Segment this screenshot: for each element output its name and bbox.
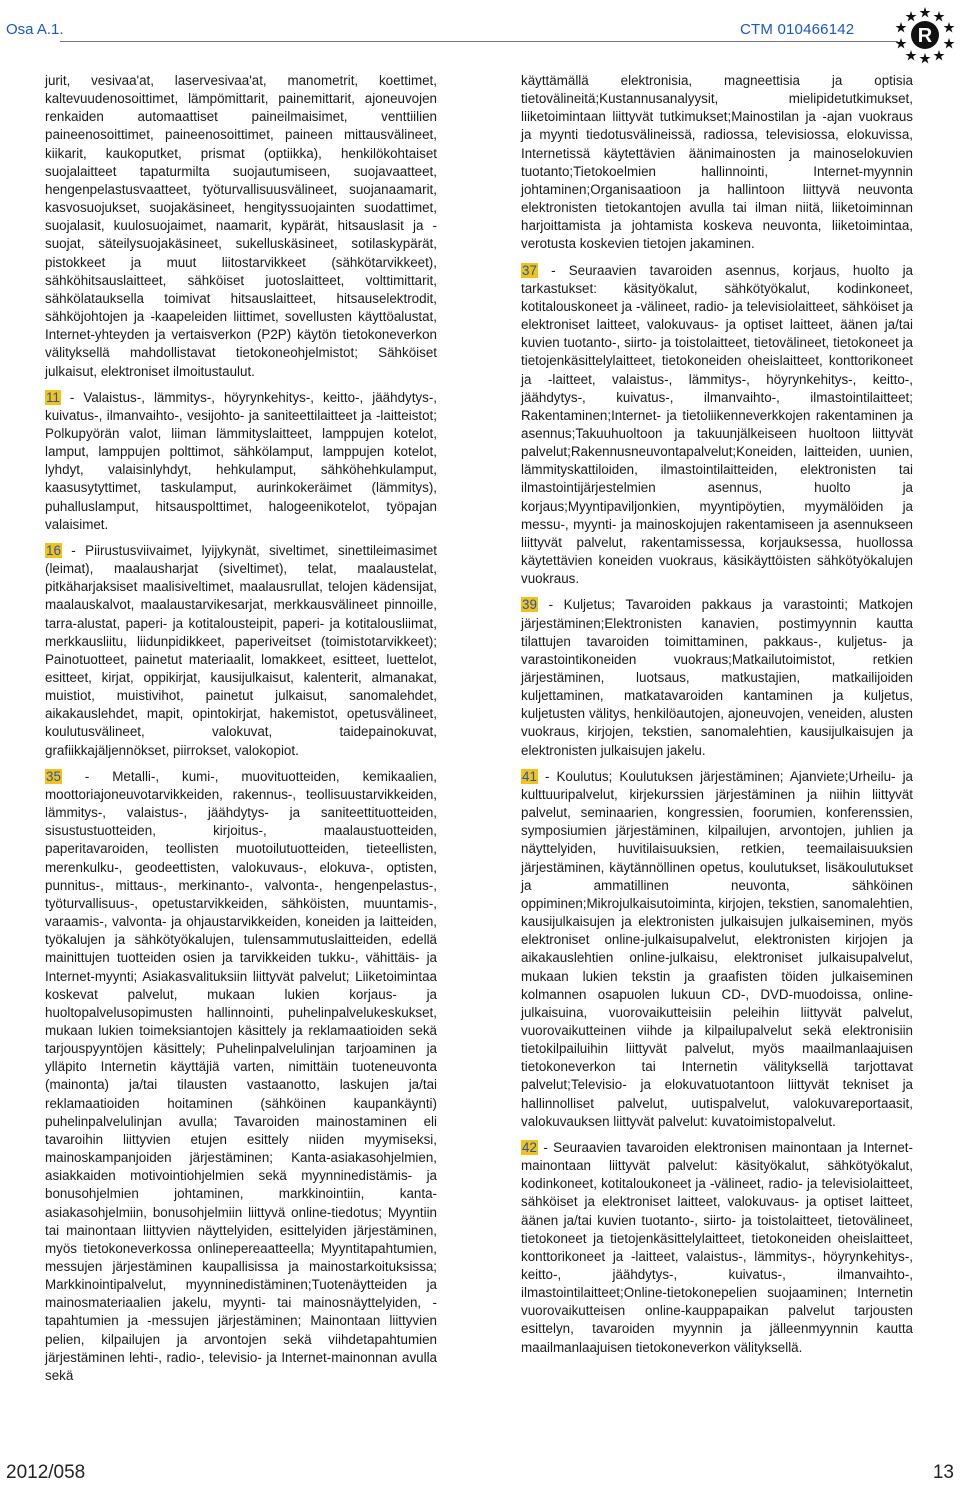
class-35-number: 35 <box>46 768 61 784</box>
class-16-entry <box>45 542 437 760</box>
issue-number: 2012/058 <box>6 1462 86 1483</box>
class-35-text: - Metalli-, kumi-, muovituotteiden, kemikaalien, moottoriajoneuvotarvikkeiden, rakennus-, teollisuustarvikkeiden, lämmitys-, valaistus-, jäähdytys- ja saniteettituotteiden, sisustustuotteiden, kirjoitus-, maalaustuotteiden, paperitavaroiden, teollisten muotoilutuotteiden, tieteellisten, merenkulku-, geodeettisten, valokuvaus-, elokuva-, optisten, punnitus-, mittaus-, merkinanto-, valvonta-, hengenpelastus-, työturvallisuus-, opetustarvikkeiden, sähköisten, muuntamis-, varaamis-, valvonta- ja ohjaustarvikkeiden, koneiden ja laitteiden, työkalujen ja sähkötyökalujen, tulensammutuslaitteiden, edellä mainittujen tuotteiden osien ja tarvikkeiden tukku-, vähittäis- ja Internet-myynti; Asiakasvalituksiin liittyvät palvelut; Liiketoimintaa koskevat palvelut, mukaan lukien korjaus- ja huoltopalvelusopimusten hallinnointi, puhelinpalvelukeskukset, mukaan lukien toimeksiantojen käsittely ja reklamaatioiden sekä tarjouspyyntöjen käsittely; Puhelinpalvelulinjan tarjoaminen ja ylläpito Internetin käyttäjiä varten, nimittäin tuoteneuvonta (mainonta) ja/tai tilausten vastaanotto, laskujen ja/tai reklamaatioiden hoitaminen (sähköinen kaupankäynti) puhelinpalvelulinjan avulla; Tavaroiden mainostaminen eli tavaroihin liittyvien etujen esittely niiden myymiseksi, mainoskampanjoiden järjestäminen; Kanta-asiakasohjelmien, asiakkaiden motivointiohjelmien sekä myynninedistämis- ja bonusohjelmien johtaminen, markkinointiin, kanta-asiakasohjelmiin, bonusohjelmiin liittyvä online-tiedotus; Myyntiin tai mainontaan liittyvien näyttelyiden, esittelyiden järjestäminen, myös tietokoneverkossa onlinepereaatteella; Myyntitapahtumien, messujen järjestäminen kaupallisissa ja mainostarkoituksissa; Markkinointipalvelut, myynninedistäminen;Tuotenäytteiden ja mainosmateriaalien jakelu, myynti- tai mainosnäyttelyiden, -tapahtumien ja -messujen järjestäminen; Mainontaan liittyvien pelien, kilpailujen ja arvontojen sekä viihdetapahtumien järjestäminen lehti-, radio-, televisio- ja Internet-mainonnan avulla sekä <box>45 768 437 1383</box>
document-id: CTM 010466142 <box>740 21 855 38</box>
class-41-entry <box>521 768 913 1131</box>
class-16-number: 16 <box>46 542 61 558</box>
class-39-entry <box>521 596 913 759</box>
page-number: 13 <box>932 1462 954 1483</box>
class-37-number: 37 <box>522 262 537 278</box>
eu-stars-logo-icon <box>894 4 956 66</box>
class-39-number: 39 <box>522 597 537 613</box>
class-39-text: - Kuljetus; Tavaroiden pakkaus ja varastointi; Matkojen järjestäminen;Elektronisten kanavien, postimyynnin kautta tilattujen tavaroiden toimittaminen, pakkaus-, kuljetus- ja varastointikoneiden vuokraus;Matkailutoimistot, retkien järjestäminen, luotsaus, matkustajien, matkailijoiden kuljettaminen, matkatavaroiden kantaminen ja kuljetus, kuljetusten välitys, henkilöautojen, ajoneuvojen, veneiden, alusten vuokraus, kirjojen, tekstien, sanomalehtien, kausijulkaisujen ja elektronisten julkaisujen jakelu. <box>521 597 913 758</box>
class-42-number: 42 <box>522 1139 537 1155</box>
right-intro-text: käyttämällä elektronisia, magneettisia ja optisia tietovälineitä;Kustannusanalyysit, mielipidetutkimukset, liiketoimintaan liittyvät tutkimukset;Mainostilan ja -ajan vuokraus ja myynti tiedotusvälineissä, radiossa, televisiossa, elokuvissa, Internetissä käytettävien äänimainosten ja mainoselokuvien tuotanto;Tietokoelmien hallinnointi, Internet-myynnin johtaminen;Organisaatioon ja hallintoon liittyvä neuvonta elektronisten tietokantojen avulla tai ilman niitä, liiketoiminnan harjoittamista ja johtamista koskeva neuvonta, liiketoimintaa, verotusta koskevien tietojen jakaminen. <box>521 73 913 252</box>
logo-letter: R <box>917 25 933 47</box>
class-37-entry <box>521 262 913 589</box>
class-37-text: - Seuraavien tavaroiden asennus, korjaus, huolto ja tarkastukset: käsityökalut, sähkötyökalut, kodinkoneet, kotitalouskoneet ja -välineet, radio- ja televisiolaitteet, sähköiset ja elektroniset laitteet, valokuvaus- ja optiset laitteet, äänen ja/tai kuvien tuotanto-, siirto- ja toistolaitteet, tietovälineet, tietokoneet ja tietojenkäsittelylaitteet, tietokoneiden oheislaitteet, konttorikoneet ja -laitteet, valaistus-, lämmitys-, höyrynkehitys-, keitto-, jäähdytys-, kuivatus-, ilmanvaihto-, ilmastointilaitteet; Rakentaminen;Internet- ja tietoliikenneverkkojen rakentaminen ja asennus;Takuuhuoltoon ja takuunjälkeiseen huoltoon liittyvät palvelut;Rakennusneuvontapalvelut;Koneiden, laitteiden, uunien, lämmityskattiloiden, ilmastointilaitteiden, elektronisten tai ilmastointijärjestelmien asennus, huolto ja korjaus;Myyntipaviljonkien, myyntipöytien, myymälöiden ja messu-, myynti- ja mainoskojujen rakentamiseen ja asennukseen liittyvät palvelut, rakentamissessa, korjauksessa, huollossa käytettävien koneiden vuokraus, käsikäyttöisten sähkötyökalujen vuokraus. <box>521 262 913 587</box>
class-41-text: - Koulutus; Koulutuksen järjestäminen; Ajanviete;Urheilu- ja kulttuuripalvelut, kirjekurssien järjestäminen ja niihin liittyvät palvelut, seminaarien, kongressien, foorumien, konferenssien, symposiumien järjestäminen, kilpailujen, arvontojen, juhlien ja näyttelyiden, huvitilaisuuksien, retkien, teemailaisuuksien järjestäminen, käytännöllinen opetus, koulutukset, lisäkoulutukset ja ammatillinen neuvonta, sähköinen oppiminen;Mikrojulkaisutoiminta, kirjojen, tekstien, sanomalehtien, kausijulkaisujen ja elektronisten julkaisujen julkaiseminen, myös elektroniset online-julkaisupalvelut, elektronisten kirjojen ja aikakauslehtien online-julkaisu, elektroniset julkaisupalvelut, mukaan lukien tekstin ja graafisten töiden julkaiseminen kolmannen osapuolen lukuun CD-, DVD-muodoissa, online-julkaisuina, vuorovaikutteisiin peleihin liittyvät palvelut, vuorovaikutteinen viihde ja kilpailupalvelut sekä elektronisiin tietokilpailuihin liittyvät palvelut, myös maailmanlaajuisen tietokoneverkon tai Internetin välityksellä tarjottavat palvelut;Televisio- ja elokuvatuotantoon liittyvät tekniset ja hallinnolliset palvelut, uutispalvelut, valokuvareportaasit, valokuvauksen liittyvät palvelut: kuvatoimistopalvelut. <box>521 768 913 1129</box>
class-16-text: - Piirustusviivaimet, lyijykynät, siveltimet, sinettileimasimet (leimat), maalausharjat (siveltimet), telat, maalaustelat, pitkäharjaksiset maalisiveltimet, maalausrullat, telojen kädensijat, maalauskalvot, maalaustarvikesarjat, merkkausvälineet pinnoille, tarra-alustat, paperi- ja kotitalousteipit, paperi- ja kotitalousliimat, merkkausliitu, liidunpidikkeet, paperiveitset (toimistotarvikkeet); Painotuotteet, painetut materiaalit, lomakkeet, esitteet, luettelot, esitteet, kirjat, oppikirjat, kausijulkaisut, kalenterit, almanakat, muistiot, muistivihot, painetut julkaisut, sanomalehdet, aikakauslehdet, mapit, opintokirjat, hakemistot, opetusvälineet, koulutusvälineet, valokuvat, taidepainokuvat, grafiikkajäljennökset, piirrokset, valokopiot. <box>45 542 437 758</box>
class-11-entry <box>45 389 437 534</box>
class-11-text: - Valaistus-, lämmitys-, höyrynkehitys-, keitto-, jäähdytys-, kuivatus-, ilmanvaihto-, vesijohto- ja saniteettilaitteet ja -laitteistot; Polkupyörän valot, liiman lämmityslaitteet, lamppujen kotelot, lamput, lamppujen polttimot, sähkölamput, lamppujen kotelot, lyhdyt, valaisinlyhdyt, hehkulamput, sähköhehkulamput, kaasusytyttimet, taskulamput, aurinkokeräimet (lämmitys), puhalluslamput, hitsauspolttimet, halogeenikotelot, työpajan valaisimet. <box>45 389 437 532</box>
class-11-number: 11 <box>46 389 60 405</box>
right-column <box>521 72 913 1365</box>
class-41-number: 41 <box>522 768 537 784</box>
class-42-entry <box>521 1139 913 1357</box>
left-column <box>45 72 437 1393</box>
header-divider <box>60 41 898 42</box>
section-label: Osa A.1. <box>6 21 64 38</box>
class-35-entry <box>45 768 437 1385</box>
left-intro-text: jurit, vesivaa'at, laservesivaa'at, manometrit, koettimet, kaltevuudenosoittimet, lämpömittarit, painemittarit, ajoneuvojen renkaiden automaattiset paineilmaisimet, venttiilien paineenosoittimet, paineenosoittimet, paineen mittausvälineet, kiikarit, kaukoputket, prismat (optiikka), henkilökohtaiset suojalaitteet tapaturmilta suojautumiseen, suojavaatteet, hengenpelastusvaatteet, työturvallisuusvälineet, suojanaamarit, kasvosuojukset, suojakäsineet, hengityssuojainten suodattimet, suojalasit, kuulosuojaimet, naamarit, kypärät, hitsauslasit ja -suojat, säteilysuojakäsineet, sukelluskäsineet, sotilaskypärät, pistokkeet ja muut liitostarvikkeet (sähkötarvikkeet), sähköhitsauslaitteet, sähköiset juotoslaitteet, volttimittarit, sähkölatauksella toimivat hitsauslaitteet, hitsauselektrodit, sähköjohtojen ja -kaapeleiden liittimet, sovellusten käyttöalustat, Internet-yhteyden ja vertaisverkon (P2P) käytön tietokoneverkon välityksellä mahdollistavat tietokoneohjelmistot; Sähköiset julkaisut, elektroniset ilmoitustaulut. <box>45 73 437 379</box>
class-42-text: - Seuraavien tavaroiden elektronisen mainontaan ja Internet-mainontaan liittyvät palvelut: käsityökalut, sähkötyökalut, kodinkoneet, kotitaloukoneet ja -välineet, radio- ja televisiolaitteet, sähköiset ja elektroniset laitteet, valokuvaus- ja optiset laitteet, äänen ja/tai kuvien tuotanto-, siirto- ja toistolaitteet, tietovälineet, tietokoneet ja tietojenkäsittelylaitteet, tietokoneiden oheislaitteet, konttorikoneet ja -laitteet, valaistus-, lämmitys-, höyrynkehitys-, keitto-, jäähdytys-, kuivatus-, ilmanvaihto-, ilmastointilaitteet;Online-tietokonepelien suojaaminen; Internetin vuorovaikutteisen online-kauppapaikan palvelut tarjousten esittelyn, tavaroiden myynnin ja jälleenmyynnin kautta maailmanlaajuisen tietokoneverkon välityksellä. <box>521 1139 913 1355</box>
